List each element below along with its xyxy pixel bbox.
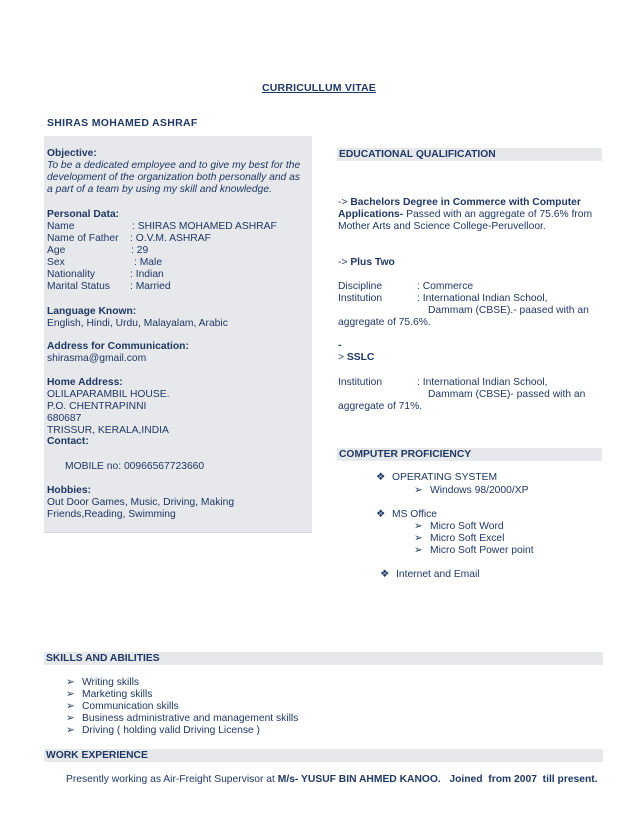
hobbies-line: Friends,Reading, Swimming: [47, 509, 176, 520]
plus-two-title: Plus Two: [350, 257, 395, 268]
arrow-bullet-icon: ➢: [414, 545, 423, 556]
bachelors-detail: Passed with an aggregate of 75.6% from: [403, 209, 593, 220]
personal-value: : Married: [130, 281, 171, 292]
institution-label: Institution: [338, 293, 383, 304]
name-heading: SHIRAS MOHAMED ASHRAF: [47, 117, 198, 129]
objective-line: development of the organization both personally and as: [47, 172, 301, 183]
language-heading: Language Known:: [47, 306, 137, 317]
hobbies-line: Out Door Games, Music, Driving, Making: [47, 497, 235, 508]
bachelors-title: Bachelors Degree in Commerce with Computer: [350, 197, 581, 208]
skill-item: [66, 689, 152, 701]
work-text: Presently working as Air-Freight Supervisor at: [66, 774, 278, 785]
arrow-bullet-icon: ➢: [66, 701, 75, 712]
personal-label: Age: [47, 245, 66, 256]
institution-value: : International Indian School,: [417, 377, 548, 388]
office-app: Micro Soft Power point: [430, 545, 534, 556]
skill-text: Business administrative and management skills: [82, 713, 299, 724]
objective-heading: Objective:: [47, 148, 97, 159]
arrow-bullet-icon: ➢: [66, 725, 75, 736]
bachelors-college: Mother Arts and Science College-Peruvelloor.: [338, 221, 546, 232]
arrow-bullet-icon: ➢: [66, 677, 75, 688]
home-address-line: OLILAPARAMBIL HOUSE.: [47, 389, 170, 400]
office-subitem: [414, 521, 504, 533]
mobile-number: MOBILE no: 00966567723660: [65, 461, 205, 472]
os-item: [376, 472, 497, 484]
office-subitem: [414, 533, 504, 545]
sslc-dash: -: [338, 340, 342, 351]
sslc-heading: [338, 352, 374, 364]
sslc-title: SSLC: [346, 352, 375, 363]
discipline-value: : Commerce: [417, 281, 474, 292]
language-value: English, Hindi, Urdu, Malayalam, Arabic: [47, 318, 228, 329]
home-address-line: 680687: [47, 413, 82, 424]
work-line: [66, 774, 598, 786]
email-address: shirasma@gmail.com: [47, 353, 147, 364]
institution-value: : International Indian School,: [417, 293, 548, 304]
skill-item: [66, 725, 260, 737]
work-heading: WORK EXPERIENCE: [44, 749, 603, 762]
home-address-line: P.O. CHENTRAPINNI: [47, 401, 147, 412]
skills-heading: SKILLS AND ABILITIES: [44, 652, 603, 665]
skill-text: Driving ( holding valid Driving License ): [82, 725, 260, 736]
skill-text: Communication skills: [82, 701, 179, 712]
arrow-bullet-icon: ➢: [414, 485, 423, 496]
skill-text: Writing skills: [82, 677, 140, 688]
personal-value: : 29: [131, 245, 149, 256]
document-title: CURRICULLUM VITAE: [261, 82, 377, 94]
hobbies-heading: Hobbies:: [47, 485, 92, 496]
objective-line: To be a dedicated employee and to give my best for the: [47, 160, 301, 171]
education-heading: EDUCATIONAL QUALIFICATION: [337, 148, 602, 161]
os-value: Windows 98/2000/XP: [430, 485, 529, 496]
os-label: OPERATING SYSTEM: [392, 472, 498, 483]
personal-label: Name of Father: [47, 233, 119, 244]
discipline-label: Discipline: [338, 281, 383, 292]
arrow-bullet-icon: ➢: [66, 689, 75, 700]
contact-heading: Contact:: [47, 436, 89, 447]
personal-label: Name: [47, 221, 75, 232]
institution-label: Institution: [338, 377, 383, 388]
aggregate-line: aggregate of 71%.: [338, 401, 423, 412]
institution-detail: Dammam (CBSE)- passed with an: [428, 389, 586, 400]
arrow-bullet-icon: ➢: [414, 521, 423, 532]
arrow-prefix: >: [338, 352, 347, 363]
office-subitem: [414, 545, 534, 557]
institution-detail: Dammam (CBSE).- paased with an: [428, 305, 589, 316]
personal-label: Nationality: [47, 269, 96, 280]
office-app: Micro Soft Word: [430, 521, 504, 532]
skill-item: [66, 677, 139, 689]
bachelors-line: [338, 197, 581, 209]
arrow-bullet-icon: ➢: [414, 533, 423, 544]
office-app: Micro Soft Excel: [430, 533, 505, 544]
arrow-prefix: ->: [338, 257, 351, 268]
diamond-bullet-icon: ❖: [380, 569, 390, 580]
skill-text: Marketing skills: [82, 689, 153, 700]
joined-text: Joined from 2007 till present.: [440, 774, 598, 785]
skill-item: [66, 701, 179, 713]
arrow-prefix: ->: [338, 197, 351, 208]
internet-label: Internet and Email: [396, 569, 480, 580]
office-label: MS Office: [392, 509, 438, 520]
home-address-line: TRISSUR, KERALA,INDIA: [47, 425, 169, 436]
bachelors-line: [338, 209, 592, 221]
arrow-bullet-icon: ➢: [66, 713, 75, 724]
personal-data-heading: Personal Data:: [47, 209, 120, 220]
skill-item: [66, 713, 298, 725]
bachelors-title-cont: Applications-: [338, 209, 404, 220]
diamond-bullet-icon: ❖: [376, 509, 386, 520]
os-subitem: [414, 485, 528, 497]
office-item: [376, 509, 437, 521]
diamond-bullet-icon: ❖: [376, 472, 386, 483]
internet-item: [380, 569, 480, 581]
personal-value: : SHIRAS MOHAMED ASHRAF: [132, 221, 277, 232]
plus-two-heading: [338, 257, 395, 269]
personal-value: : O.V.M. ASHRAF: [130, 233, 211, 244]
objective-line: a part of a team by using my skill and knowledge.: [47, 184, 272, 195]
personal-label: Sex: [47, 257, 65, 268]
personal-label: Marital Status: [47, 281, 110, 292]
aggregate-line: aggregate of 75.6%.: [338, 317, 431, 328]
computer-heading: COMPUTER PROFICIENCY: [337, 448, 602, 461]
communication-heading: Address for Communication:: [47, 341, 189, 352]
personal-value: : Male: [134, 257, 163, 268]
home-address-heading: Home Address:: [47, 377, 123, 388]
personal-value: : Indian: [130, 269, 164, 280]
company-name: M/s- YUSUF BIN AHMED KANOO.: [277, 774, 441, 785]
